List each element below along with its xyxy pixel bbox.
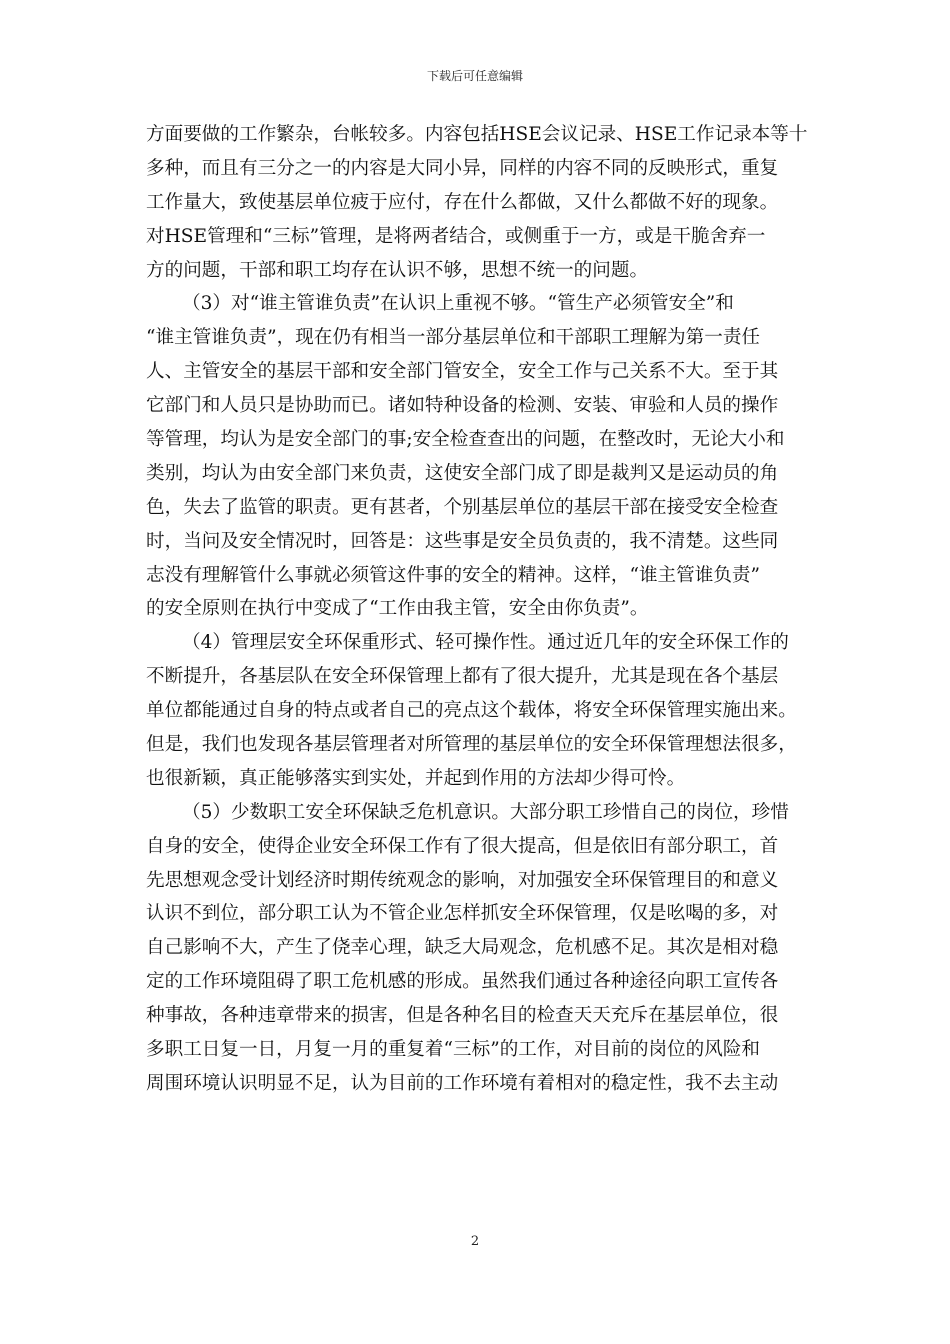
text-line: 也很新颖，真正能够落实到实处，并起到作用的方法却少得可怜。: [146, 767, 686, 789]
text-line: 自身的安全，使得企业安全环保工作有了很大提高，但是依旧有部分职工，首: [146, 835, 779, 857]
page-number: 2: [470, 1234, 480, 1249]
paragraph-first-line: （5）少数职工安全环保缺乏危机意识。大部分职工珍惜自己的岗位，珍惜: [182, 801, 789, 823]
page-header: 下载后可任意编辑: [426, 69, 523, 83]
text-line: 色，失去了监管的职责。更有甚者，个别基层单位的基层干部在接受安全检查: [146, 496, 779, 518]
text-line: 对HSE管理和“三标”管理，是将两者结合，或侧重于一方，或是干脆舍弃一: [146, 225, 766, 247]
text-line: 定的工作环境阻碍了职工危机感的形成。虽然我们通过各种途径向职工宣传各: [146, 971, 779, 993]
paragraph-first-line: （3）对“谁主管谁负责”在认识上重视不够。“管生产必须管安全”和: [182, 293, 734, 315]
text-line: 类别，均认为由安全部门来负责，这使安全部门成了即是裁判又是运动员的角: [146, 462, 779, 484]
text-line: 方的问题，干部和职工均存在认识不够，思想不统一的问题。: [146, 259, 649, 281]
text-line: 等管理，均认为是安全部门的事;安全检查查出的问题，在整改时，无论大小和: [146, 429, 785, 451]
text-line: 的安全原则在执行中变成了“工作由我主管，安全由你负责”。: [146, 598, 649, 620]
text-line: 它部门和人员只是协助而已。诸如特种设备的检测、安装、审验和人员的操作: [146, 395, 779, 417]
text-line: 不断提升，各基层队在安全环保管理上都有了很大提升，尤其是现在各个基层: [146, 666, 779, 688]
text-line: 种事故，各种违章带来的损害，但是各种名目的检查天天充斥在基层单位，很: [146, 1005, 779, 1027]
text-line: 周围环境认识明显不足，认为目前的工作环境有着相对的稳定性，我不去主动: [146, 1072, 779, 1094]
text-line: 时，当问及安全情况时，回答是：这些事是安全员负责的，我不清楚。这些同: [146, 530, 779, 552]
text-line: 自己影响不大，产生了侥幸心理，缺乏大局观念，危机感不足。其次是相对稳: [146, 937, 779, 959]
text-line: 方面要做的工作繁杂，台帐较多。内容包括HSE会议记录、HSE工作记录本等十: [146, 124, 808, 145]
text-line: 多种，而且有三分之一的内容是大同小异，同样的内容不同的反映形式，重复: [146, 157, 779, 179]
text-line: 认识不到位，部分职工认为不管企业怎样抓安全环保管理，仅是吆喝的多，对: [146, 903, 779, 925]
body-text: [146, 118, 818, 1101]
text-line: 但是，我们也发现各基层管理者对所管理的基层单位的安全环保管理想法很多，: [146, 734, 797, 756]
text-line: 志没有理解管什么事就必须管这件事的安全的精神。这样，“谁主管谁负责”: [146, 564, 761, 586]
paragraph-first-line: （4）管理层安全环保重形式、轻可操作性。通过近几年的安全环保工作的: [182, 632, 789, 654]
text-line: 工作量大，致使基层单位疲于应付，存在什么都做，又什么都做不好的现象。: [146, 191, 779, 213]
text-line: 先思想观念受计划经济时期传统观念的影响，对加强安全环保管理目的和意义: [146, 869, 779, 891]
text-line: 多职工日复一日，月复一月的重复着“三标”的工作，对目前的岗位的风险和: [146, 1039, 761, 1061]
text-line: 单位都能通过自身的特点或者自己的亮点这个载体，将安全环保管理实施出来。: [146, 700, 797, 722]
text-line: 人、主管安全的基层干部和安全部门管安全，安全工作与己关系不大。至于其: [146, 361, 779, 383]
text-line: “谁主管谁负责”，现在仍有相当一部分基层单位和干部职工理解为第一责任: [146, 327, 761, 349]
